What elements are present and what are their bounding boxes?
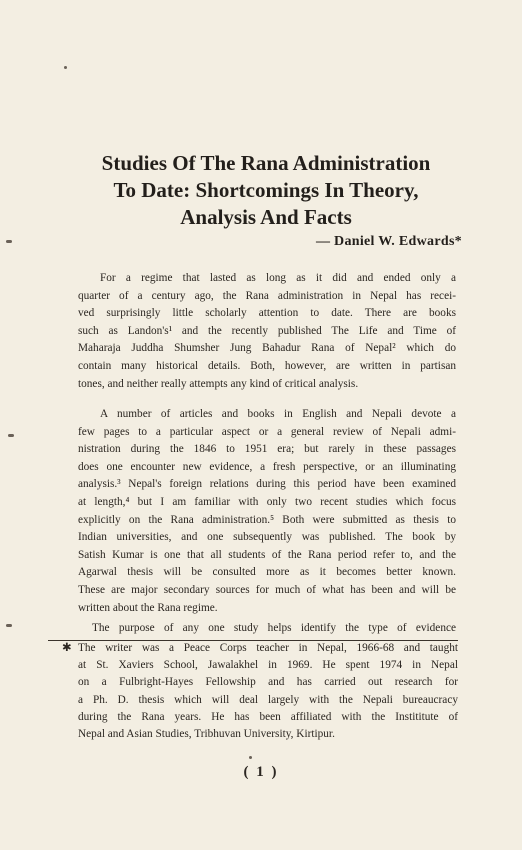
- scan-speck: [64, 66, 67, 69]
- footnote-line: at St. Xaviers School, Jawalakhel in 1969. He spent 1974 in Nepal: [78, 659, 458, 672]
- text-line: few pages to a particular aspect or a general review of Nepali admi-: [78, 425, 456, 438]
- footnote-line: during the Rana years. He has been affiliated with the Instititute of: [78, 710, 458, 723]
- paragraph-intro: [78, 270, 456, 393]
- title-line: Analysis And Facts: [180, 205, 352, 229]
- footnote-line: Nepal and Asian Studies, Tribhuvan University, Kirtipur.: [78, 728, 335, 741]
- title-line: To Date: Shortcomings In Theory,: [113, 178, 419, 202]
- text-line: nistration during the 1846 to 1951 era; but rarely in these passages: [78, 443, 456, 456]
- margin-mark: [6, 624, 12, 627]
- text-line: Indian universities, and one subsequently was published. The book by: [78, 531, 456, 544]
- text-line: explicitly on the Rana administration.⁵ Both were submitted as thesis to: [78, 513, 456, 526]
- title-line: Studies Of The Rana Administration: [101, 151, 431, 175]
- text-line: contain many historical details. Both, however, are written in partisan: [78, 359, 456, 372]
- asterisk-icon: ✱: [62, 642, 72, 654]
- footnote-body: [78, 640, 458, 743]
- text-line: A number of articles and books in English and Nepali devote a: [100, 408, 456, 420]
- text-line: at length,⁴ but I am familiar with only two recent studies which focus: [78, 495, 456, 508]
- text-line: tones, and neither really attempts any kind of critical analysis.: [78, 377, 359, 390]
- paragraph-literature: [78, 406, 456, 617]
- text-line: These are major secondary sources for much of what has been and will be: [78, 583, 456, 596]
- margin-mark: [8, 434, 14, 437]
- text-line: Maharaja Juddha Shumsher Jung Bahadur Rana of Nepal² which do: [78, 342, 456, 355]
- text-line: The purpose of any one study helps identify the type of evidence: [92, 622, 456, 634]
- page-number: ( 1 ): [243, 764, 279, 780]
- footnote-line: on a Fulbright-Hayes Fellowship and has carried out research for: [78, 676, 458, 689]
- text-line: such as Landon's¹ and the recently published The Life and Time of: [78, 324, 456, 337]
- text-line: written about the Rana regime.: [78, 601, 218, 614]
- text-line: ved surprisingly little scholarly attention to date. There are books: [78, 307, 456, 320]
- scan-speck: [249, 756, 252, 759]
- text-line: Agarwal thesis will be consulted more as it becomes better known.: [78, 566, 456, 579]
- author-byline: — Daniel W. Edwards*: [315, 234, 462, 249]
- footnote-line: a Ph. D. thesis which will deal largely with the Nepali bureaucracy: [78, 693, 458, 706]
- article-title: [40, 150, 492, 231]
- margin-mark: [6, 240, 12, 243]
- text-line: analysis.³ Nepal's foreign relations during this period have been examined: [78, 478, 456, 491]
- text-line: quarter of a century ago, the Rana administration in Nepal has recei-: [78, 289, 456, 302]
- paragraph-purpose: [78, 620, 456, 638]
- text-line: does one encounter new evidence, a fresh perspective, or an illuminating: [78, 460, 456, 473]
- footnote-line: The writer was a Peace Corps teacher in Nepal, 1966-68 and taught: [78, 642, 458, 654]
- text-line: For a regime that lasted as long as it did and ended only a: [100, 272, 456, 284]
- text-line: Satish Kumar is one that all students of the Rana period refer to, and the: [78, 548, 456, 561]
